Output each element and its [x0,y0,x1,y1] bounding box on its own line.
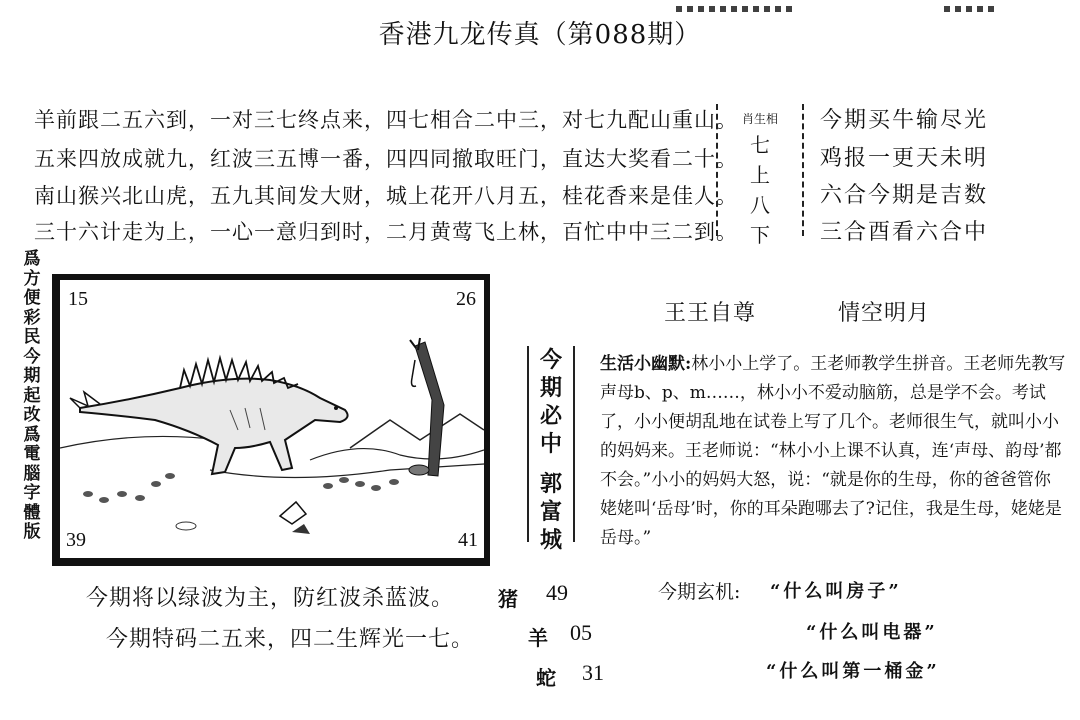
zodiac-char: 七 [750,133,770,157]
vertical-char: 期 [539,375,562,401]
corner-number-top-left: 15 [68,288,88,310]
zodiac-number: 49 [546,580,568,605]
zodiac-label: 猪 [498,587,518,611]
vertical-char: 中 [539,431,562,457]
poem-line: 三十六计走为上，一心一意归到时，二月黄莺飞上林，百忙中中三二到。 [34,220,738,244]
zodiac-box [716,104,804,247]
vertical-char: 城 [539,527,562,553]
scan-mark [676,6,796,12]
vertical-char: 郭 [539,471,562,497]
picture-frame [52,274,490,566]
poem-line: 五来四放成就九，红波三五博一番，四四同撤取旺门，直达大奖看二十。 [34,147,738,171]
scan-mark [944,6,994,12]
bottom-line-2: 今期特码二五来，四二生辉光一七。 [106,627,475,652]
vertical-char: 必 [539,403,562,429]
vertical-char: 今 [539,347,562,373]
zodiac-label: 羊 [528,626,548,650]
zodiac-number: 05 [570,620,592,645]
zodiac-char: 八 [750,193,770,217]
corner-number-top-right: 26 [456,288,476,310]
vertical-char: 富 [539,499,562,525]
right-verse-line: 鸡报一更天未明 [820,146,989,171]
corner-number-bottom-right: 41 [458,529,478,551]
story-intro: 生活小幽默: [600,354,692,374]
side-note: 爲方便彩民 今期起改爲電腦字體版 [23,249,41,542]
zodiac-char: 下 [750,223,770,247]
vertical-box [527,346,575,553]
bottom-line-1: 今期将以绿波为主，防红波杀蓝波。 [86,586,455,611]
page-title: 香港九龙传真（第088期） [378,20,702,50]
poem-line: 南山猴兴北山虎，五九其间发大财，城上花开八月五，桂花香来是佳人。 [34,184,738,208]
zodiac-char: 上 [750,163,770,187]
heading-left: 王王自尊 [664,301,757,326]
zodiac-number: 31 [582,660,604,685]
humor-story [600,350,1066,553]
zodiac-label: 蛇 [536,666,556,690]
riddle-label: 今期玄机: [658,581,741,603]
right-verse-line: 今期买牛输尽光 [820,108,989,133]
right-verse-line: 六合今期是吉数 [820,183,989,208]
story-text: 林小小上学了。王老师教学生拼音。王老师先教写声母b、p、m……，林小小不爱动脑筋，总是学不会。考试了，小小便胡乱地在试卷上写了几个。老师很生气，就叫小小的妈妈来。王老师说：“林小小上课不认真，连‘声母、韵母’都不会。”小小的妈妈大怒，说：“就是你的生母，你的爸爸管你姥姥叫‘岳母’时，你的耳朵跑哪去了?记住，我是生母，姥姥是岳母。” [600,354,1066,548]
corner-number-bottom-left: 39 [66,529,86,551]
heading-right: 情空明月 [838,301,931,326]
poem-line: 羊前跟二五六到，一对三七终点来，四七相合二中三，对七九配山重山。 [34,108,738,132]
riddle-item: “什么叫电器” [806,622,938,643]
right-verse-line: 三合酉看六合中 [820,220,989,245]
riddle-item: “什么叫第一桶金” [766,661,940,682]
dinosaur-illustration [60,280,484,560]
riddle-item: “什么叫房子” [770,581,902,602]
zodiac-box-label: 肖生相 [741,112,778,126]
